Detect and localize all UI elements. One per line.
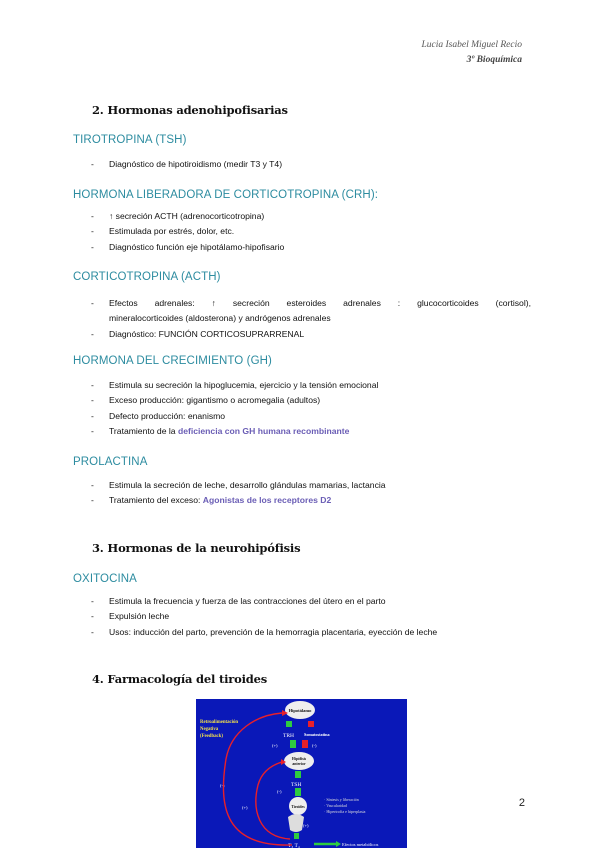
list-item: - Diagnóstico de hipotiroidismo (medir T3 y T4) xyxy=(91,157,531,172)
effects-arrowhead xyxy=(336,841,341,847)
page-number: 2 xyxy=(518,797,525,809)
plus-label-1: (+) xyxy=(272,743,278,748)
list-oxitocina xyxy=(91,594,531,640)
list-gh xyxy=(91,378,531,440)
prolactina-highlight: Agonistas de los receptores D2 xyxy=(202,495,332,506)
t3t4-label: T₃ T₄ xyxy=(288,843,300,848)
arrow-green-4 xyxy=(294,833,299,839)
efectos-label: Efectos metabólicos xyxy=(342,842,379,847)
plus-label-mid: (+) xyxy=(242,805,248,810)
effect-label-2: · Vascularidad xyxy=(324,803,347,808)
plus-label-2: (+) xyxy=(303,823,309,828)
tsh-label: TSH xyxy=(291,782,302,788)
gh-highlight: deficiencia con GH humana recombinante xyxy=(177,426,350,437)
hipotalamo-label: Hipotálamo xyxy=(288,708,312,713)
author-name: Lucia Isabel Miguel Recio xyxy=(421,40,522,50)
list-item: - Estimula la secreción de leche, desarrollo glándulas mamarias, lactancia xyxy=(91,478,531,493)
list-item xyxy=(91,424,531,439)
subheading-prolactina: PROLACTINA xyxy=(73,456,148,468)
hipofisis-label-1: Hipófisis xyxy=(291,757,307,761)
subheading-crh: HORMONA LIBERADORA DE CORTICOTROPINA (CRH): xyxy=(73,189,379,201)
arrow-green-1 xyxy=(290,740,296,748)
list-item: - Exceso producción: gigantismo o acromegalia (adultos) xyxy=(91,393,531,408)
list-item: - Estimula su secreción la hipoglucemia, ejercicio y la tensión emocional xyxy=(91,378,531,393)
section-title-neurohipofisis: 3. Hormonas de la neurohipófisis xyxy=(92,541,301,555)
list-item: - Usos: inducción del parto, prevención de la hemorragia placentaria, eyección de leche xyxy=(91,625,531,640)
effect-label-3: · Hipertrofia e hiperplasia xyxy=(324,809,366,814)
list-item xyxy=(91,493,531,508)
subheading-gh: HORMONA DEL CRECIMIENTO (GH) xyxy=(73,355,272,367)
somatostatin-label: Somatostatina xyxy=(304,732,330,737)
subheading-tsh: TIROTROPINA (TSH) xyxy=(73,134,187,146)
course-name: 3º Bioquímica xyxy=(466,55,522,65)
section-title-tiroides: 4. Farmacología del tiroides xyxy=(92,672,267,686)
feedback-curve-outer xyxy=(223,713,292,845)
list-item: - Expulsión leche xyxy=(91,609,531,624)
effect-label-1: · Síntesis y liberación xyxy=(324,797,359,802)
thyroid-gland-icon xyxy=(288,814,304,832)
gh-item4-prefix: Tratamiento de la xyxy=(109,426,178,437)
page-header xyxy=(421,38,522,68)
list-item: - ↑ secreción ACTH (adrenocorticotropina) xyxy=(91,209,531,224)
tiroides-label: Tiroides xyxy=(291,805,305,809)
feedback-label-1: Retroalimentación xyxy=(200,720,239,725)
minus-label-mid: (-) xyxy=(277,789,282,794)
list-item: - Diagnóstico función eje hipotálamo-hipofisario xyxy=(91,240,531,255)
list-item xyxy=(91,296,531,327)
somatostatin-marker xyxy=(308,721,314,727)
prolactina-item2-prefix: Tratamiento del exceso: xyxy=(109,495,203,506)
list-item: - Estimulada por estrés, dolor, etc. xyxy=(91,224,531,239)
section-title-adenohipofisarias: 2. Hormonas adenohipofisarias xyxy=(92,103,288,117)
list-crh xyxy=(91,209,531,255)
list-item: - Defecto producción: enanismo xyxy=(91,409,531,424)
acth-item-line1: - Efectos adrenales: ↑ secreción esteroides adrenales : glucocorticoides (cortisol), xyxy=(109,298,531,308)
list-prolactina xyxy=(91,478,531,509)
acth-item-line2: mineralocorticoides (aldosterona) y andrógenos adrenales xyxy=(109,313,331,324)
thyroid-axis-figure xyxy=(196,699,407,848)
trh-label: TRH xyxy=(283,733,294,739)
subheading-acth: CORTICOTROPINA (ACTH) xyxy=(73,271,221,283)
list-acth xyxy=(91,296,531,342)
list-item: - Diagnóstico: FUNCIÓN CORTICOSUPRARRENAL xyxy=(91,327,531,342)
trh-marker xyxy=(286,721,292,727)
feedback-label-3: (Feedback) xyxy=(200,734,223,739)
subheading-oxitocina: OXITOCINA xyxy=(73,573,137,585)
feedback-label-2: Negativa xyxy=(200,727,219,732)
minus-label-1: (-) xyxy=(312,743,317,748)
arrow-green-2 xyxy=(295,771,301,778)
list-item: - Estimula la frecuencia y fuerza de las contracciones del útero en el parto xyxy=(91,594,531,609)
feedback-curve-inner xyxy=(256,762,290,839)
minus-label-left: (-) xyxy=(220,783,225,788)
arrow-green-3 xyxy=(295,788,301,796)
hipofisis-label-2: anterior xyxy=(292,762,306,766)
arrow-red-1 xyxy=(302,740,308,748)
list-tsh xyxy=(91,157,531,172)
hipofisis-shape xyxy=(284,752,314,770)
